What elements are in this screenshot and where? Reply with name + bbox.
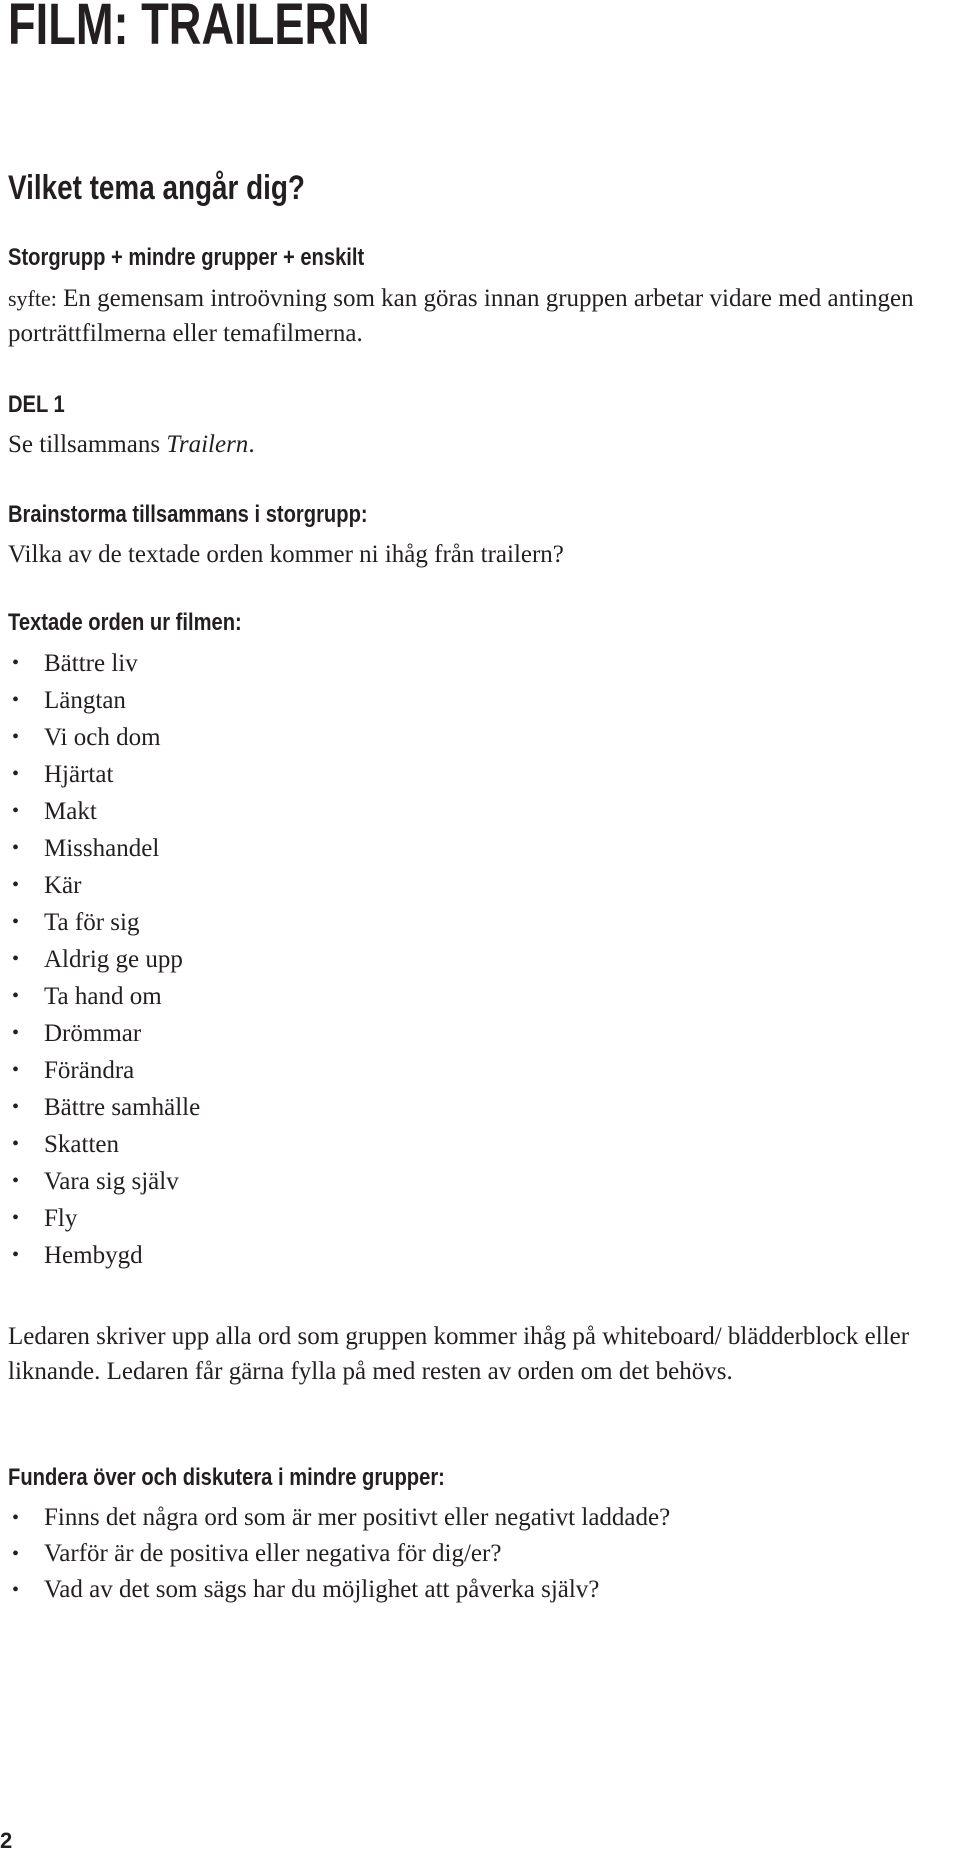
bullet-icon: •	[12, 1244, 20, 1266]
bullet-icon: •	[12, 1059, 20, 1081]
words-block	[8, 608, 286, 638]
word-list-item: • Makt	[8, 793, 200, 830]
purpose-text: En gemensam introövning som kan göras innan gruppen arbetar vidare med antingen porträttfilmerna eller temafilmerna.	[8, 285, 914, 347]
brainstorm-label: Brainstorma tillsammans i storgrupp:	[8, 501, 368, 528]
words-label: Textade orden ur filmen:	[8, 609, 242, 636]
bullet-icon: •	[12, 1096, 20, 1118]
word-list-item: • Förändra	[8, 1052, 200, 1089]
discussion-question: • Vad av det som sägs har du möjlighet att påverka själv?	[8, 1572, 670, 1608]
word-list-item: • Fly	[8, 1200, 200, 1237]
group-format-block	[8, 243, 432, 273]
word-list-item: • Bättre liv	[8, 645, 200, 682]
bullet-icon: •	[12, 800, 20, 822]
part1-text-suffix: .	[248, 431, 255, 458]
bullet-icon: •	[12, 1170, 20, 1192]
word-list-item: • Hembygd	[8, 1237, 200, 1274]
bullet-icon: •	[12, 837, 20, 859]
word-list-item: • Bättre samhälle	[8, 1089, 200, 1126]
bullet-icon: •	[12, 726, 20, 748]
bullet-icon: •	[12, 985, 20, 1007]
bullet-icon: •	[12, 1022, 20, 1044]
bullet-icon: •	[12, 1133, 20, 1155]
bullet-icon: •	[12, 948, 20, 970]
bullet-icon: •	[12, 1207, 20, 1229]
bullet-icon: •	[12, 874, 20, 896]
bullet-icon: •	[12, 652, 20, 674]
part1-block	[8, 390, 76, 420]
bullet-icon: •	[12, 1579, 20, 1601]
discussion-block	[8, 1463, 528, 1493]
word-list-item: • Vi och dom	[8, 719, 200, 756]
part1-text	[8, 427, 255, 462]
brainstorm-block	[8, 500, 436, 530]
bullet-icon: •	[12, 1507, 20, 1529]
bullet-icon: •	[12, 911, 20, 933]
discussion-question: • Finns det några ord som är mer positivt eller negativt laddade?	[8, 1500, 670, 1536]
purpose-paragraph	[8, 281, 956, 351]
word-list-item: • Aldrig ge upp	[8, 941, 200, 978]
word-list-item: • Kär	[8, 867, 200, 904]
word-list-item: • Vara sig själv	[8, 1163, 200, 1200]
bullet-icon: •	[12, 1543, 20, 1565]
page-number: 2	[0, 1828, 13, 1853]
section-heading: Vilket tema angår dig?	[8, 169, 305, 207]
group-format-label: Storgrupp + mindre grupper + enskilt	[8, 244, 365, 271]
word-list-item: • Hjärtat	[8, 756, 200, 793]
word-list-item: • Längtan	[8, 682, 200, 719]
leader-instructions: Ledaren skriver upp alla ord som gruppen kommer ihåg på whiteboard/ blädderblock eller liknande. Ledaren får gärna fylla på med resten av orden om det behövs.	[8, 1323, 910, 1385]
word-list-item: • Misshandel	[8, 830, 200, 867]
discussion-question-list	[8, 1500, 670, 1608]
page-title: FILM: TRAILERN	[8, 0, 370, 57]
discussion-label: Fundera över och diskutera i mindre grupper:	[8, 1464, 445, 1491]
word-list-item: • Ta hand om	[8, 978, 200, 1015]
purpose-label: syfte:	[8, 286, 57, 311]
word-list	[8, 645, 200, 1274]
word-list-item: • Skatten	[8, 1126, 200, 1163]
part1-text-prefix: Se tillsammans	[8, 431, 167, 458]
bullet-icon: •	[12, 689, 20, 711]
brainstorm-text: Vilka av de textade orden kommer ni ihåg från trailern?	[8, 541, 564, 568]
part1-label: DEL 1	[8, 391, 65, 418]
bullet-icon: •	[12, 763, 20, 785]
word-list-item: • Drömmar	[8, 1015, 200, 1052]
word-list-item: • Ta för sig	[8, 904, 200, 941]
discussion-question: • Varför är de positiva eller negativa för dig/er?	[8, 1536, 670, 1572]
part1-film-title: Trailern	[166, 431, 249, 458]
